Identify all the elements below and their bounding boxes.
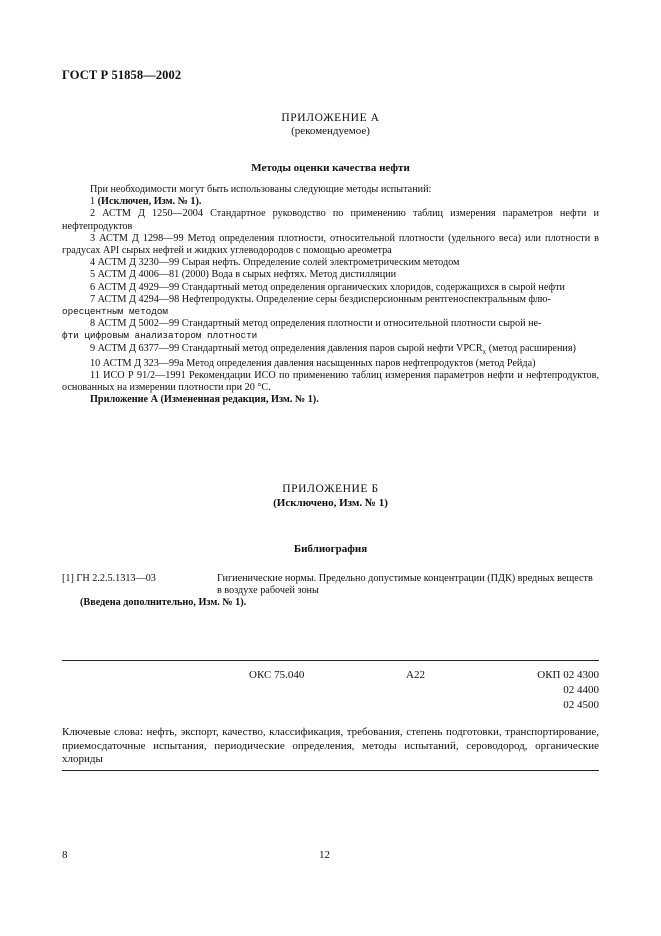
method-item-10: 10 АСТМ Д 323—99а Метод определения давления насыщенных паров нефтепродуктов (метод Рейда) xyxy=(90,357,536,369)
keywords: Ключевые слова: нефть, экспорт, качество, классификация, требования, степень подготовки, транспортирование, приемосдаточные испытания, периодические определения, методы испытаний, сероводород, органические хлориды xyxy=(62,726,599,765)
okp-code-1: ОКП 02 4300 xyxy=(537,669,599,681)
okp-code-3: 02 4500 xyxy=(563,699,599,711)
appendix-a-heading: ПРИЛОЖЕНИЕ А xyxy=(281,112,380,124)
method-item-8: 8 АСТМ Д 5002—99 Стандартный метод определения плотности и относительной плотности сырой не- фти цифровым анализатором плотности xyxy=(62,318,542,342)
okp-code-2: 02 4400 xyxy=(563,684,599,696)
keywords-bottom-rule xyxy=(62,770,599,771)
appendix-a-subheading: (рекомендуемое) xyxy=(291,125,370,137)
method-item-1-status: (Исключен, Изм. № 1). xyxy=(97,196,202,208)
bibliography-title: Библиография xyxy=(293,543,368,555)
appendix-b-status: (Исключено, Изм. № 1) xyxy=(273,497,388,509)
methods-intro: При необходимости могут быть использованы следующие методы испытаний: xyxy=(90,184,432,195)
method-item-7: 7 АСТМ Д 4294—98 Нефтепродукты. Определение серы бездисперсионным рентгеноспектральным флю- оресцентным методом xyxy=(62,293,551,318)
classification-top-rule xyxy=(62,660,599,661)
group-code: А22 xyxy=(406,669,425,681)
method-item-5: 5 АСТМ Д 4006—81 (2000) Вода в сырых нефтях. Метод дистилляции xyxy=(90,269,397,281)
appendix-b-heading: ПРИЛОЖЕНИЕ Б xyxy=(282,483,379,495)
page-number-center: 12 xyxy=(319,849,330,861)
method-item-9: 9 АСТМ Д 6377—99 Стандартный метод определения давления паров сырой нефти $VPCR_x$ (метод расширения) xyxy=(90,342,576,356)
bibliography-ref-text: Гигиенические нормы. Предельно допустимые концентрации (ПДК) вредных веществ в воздухе рабочей зоны xyxy=(217,573,593,597)
method-item-1: 1 (Исключен, Изм. № 1). xyxy=(90,196,202,208)
method-item-3: 3 АСТМ Д 1298—99 Метод определения плотности, относительной плотности (удельного веса) или плотности в градусах API сырых нефтей и жидких углеводородов с помощью ареометра xyxy=(62,232,599,257)
method-item-11: 11 ИСО Р 91/2—1991 Рекомендации ИСО по применению таблиц измерения параметров нефти и нефтепродуктов, основанных на измерении плотности при 20 °С. xyxy=(62,370,599,394)
bibliography-ref-code: [1] ГН 2.2.5.1313—03 xyxy=(62,573,156,584)
methods-list xyxy=(62,184,599,407)
appendix-a-change-note: Приложение А (Измененная редакция, Изм. № 1). xyxy=(90,394,319,406)
methods-title: Методы оценки качества нефти xyxy=(251,162,410,174)
document-code: ГОСТ Р 51858—2002 xyxy=(62,68,182,82)
method-item-6: 6 АСТМ Д 4929—99 Стандартный метод определения органических хлоридов, содержащихся в сырой нефти xyxy=(90,281,565,293)
bibliography-note: (Введена дополнительно, Изм. № 1). xyxy=(80,597,247,608)
page-number-left: 8 xyxy=(62,849,68,861)
method-item-4: 4 АСТМ Д 3230—99 Сырая нефть. Определение солей электрометрическим методом xyxy=(90,257,460,269)
oks-code: ОКС 75.040 xyxy=(249,669,305,681)
method-item-2: 2 АСТМ Д 1250—2004 Стандартное руководство по применению таблиц измерения параметров нефти и нефтепродуктов xyxy=(62,208,599,232)
